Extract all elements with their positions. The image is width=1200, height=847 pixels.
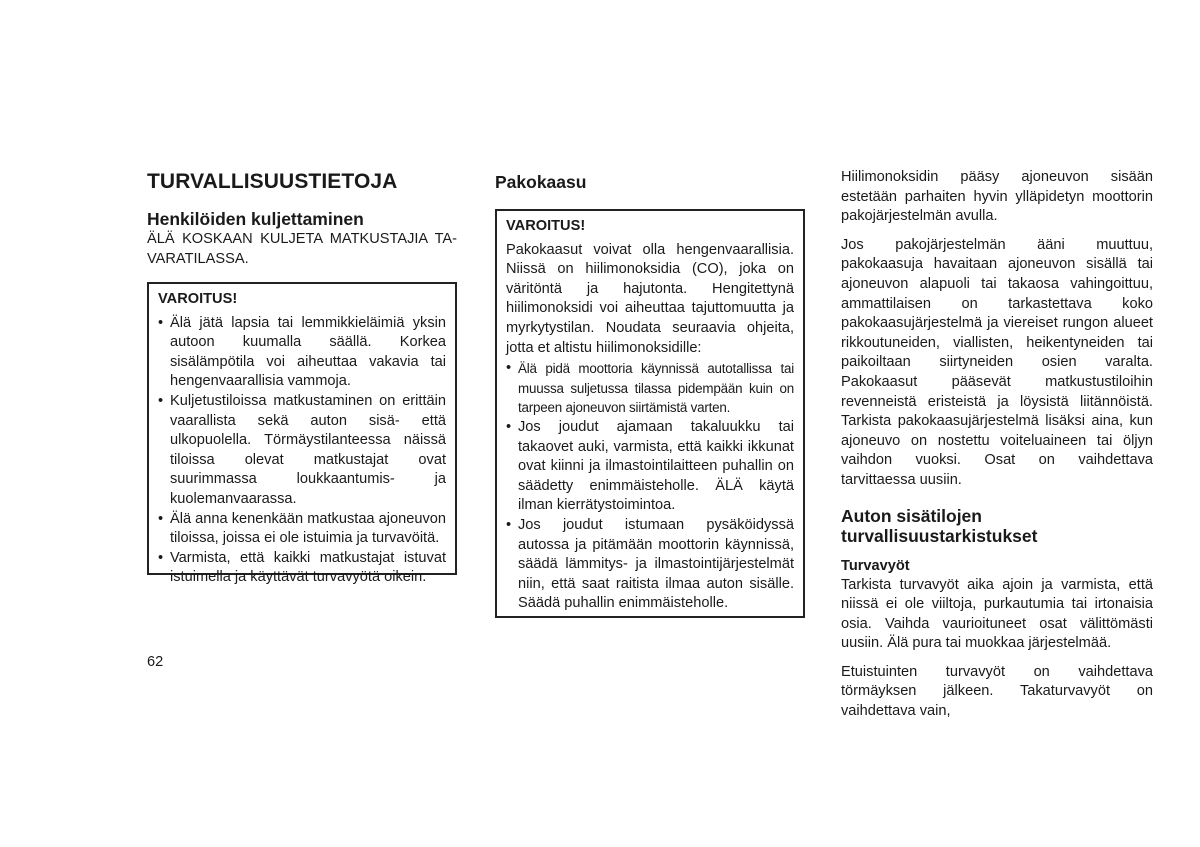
bullet-icon: • [158,314,164,331]
page-number: 62 [147,654,164,670]
bullet-icon: • [506,418,512,435]
bullet-icon: • [158,392,164,409]
list-item: • Älä anna kenenkään matkustaa ajoneuvon tiloissa, joissa ei ole istuimia ja turvavöitä. [158,510,446,547]
warning-title: VAROITUS! [158,291,238,307]
section-heading-exhaust: Pakokaasu [495,172,587,192]
passengers-section [147,209,457,269]
column-3-content [841,168,1153,722]
list-item: • Varmista, että kaikki matkustajat istuvat istuimella ja käyttävät turvavyötä oikein. [158,549,446,586]
warning-intro: Pakokaasut voivat olla hengenvaarallisia. Niissä on hiilimonoksidia (CO), joka on väritöntä ja hajutonta. Hengitettynä hiilimonoksidi voi aiheuttaa tajuttomuutta ja myrkytystilan. Noudata seuraavia ohjeita, jotta et altistu hiilimonoksidille: [506,241,794,356]
paragraph: Jos pakojärjestelmän ääni muuttuu, pakokaasuja havaitaan ajoneuvon sisällä tai ajoneuvon alapuoli tai takaosa vahingoittuu, ammattilaisen on tarkastettava koko pakokaasujärjestelmä ja viereiset rungon alueet rikkoutuneiden, viallisten, heikentyneiden tai paikoiltaan siirtyneiden osien varalta. Pakokaasut pääsevät matkustustiloihin revenneistä eristeistä ja löysistä liitännöistä. Tarkista pakokaasujärjestelmä lisäksi aina, kun ajoneuvo on nostettu voiteluaineen tai öljyn vaihdon vuoksi. Osat on vaihdettava tarvittaessa uusiin. [841,236,1153,488]
sub-heading-seatbelts: Turvavyöt [841,557,910,574]
list-item: • Jos joudut istumaan pysäköidyssä autossa ja pitämään moottorin käynnissä, säädä lämmitys- ja ilmastointijärjestelmät niin, että saat raitista ilmaa auton sisälle. Säädä puhallin enimmäisteholle. [506,516,794,612]
paragraph: Etuistuinten turvavyöt on vaihdettava törmäyksen jälkeen. Takaturvavyöt on vaihdettava vain, [841,663,1153,720]
list-item: • Älä pidä moottoria käynnissä autotallissa tai muussa suljetussa tilassa pidempään kuin on tarpeen ajoneuvon siirtämistä varten. [506,360,794,416]
bullet-icon: • [158,510,164,527]
warning-title: VAROITUS! [506,218,586,234]
section-heading-interior: Auton sisätilojen turvallisuustarkistukset [841,505,1038,546]
warning-box-passengers [147,282,457,586]
section-heading-passengers: Henkilöiden kuljettaminen [147,209,364,229]
list-item: • Älä jätä lapsia tai lemmikkieläimiä yksin autoon kuumalla säällä. Korkea sisälämpötila voi aiheuttaa vakavia tai hengenvaarallisia vammoja. [158,314,446,390]
list-item: • Kuljetustiloissa matkustaminen on erittäin vaarallista sekä auton sisä- että ulkopuolella. Törmäystilanteessa näissä tiloissa olevat matkustajat ovat suurimmassa loukkaantumis- ja kuolemanvaarassa. [158,392,446,507]
bullet-icon: • [506,516,512,533]
warning-list [506,359,794,614]
bullet-icon: • [158,549,164,566]
bullet-icon: • [506,360,511,377]
list-item: • Jos joudut ajamaan takaluukku tai takaovet auki, varmista, että kaikki ikkunat ovat kiinni ja ilmastointilaitteen puhallin on säädetty enimmäisteholle. ÄLÄ käytä ilman kierrätystoimintoa. [506,418,794,514]
paragraph: Tarkista turvavyöt aika ajoin ja varmista, että niissä ei ole viiltoja, purkautumia tai irtonaisia osia. Vaihda vaurioituneet osat välittömästi uusiin. Älä pura tai muokkaa järjestelmää. [841,576,1153,652]
warning-box-exhaust [495,209,805,618]
paragraph: Hiilimonoksidin pääsy ajoneuvon sisään estetään parhaiten hyvin ylläpidetyn moottorin pakojärjestelmän avulla. [841,169,1153,225]
page-title: TURVALLISUUSTIETOJA [147,170,398,193]
passengers-body: ÄLÄ KOSKAAN KULJETA MATKUSTAJIA TA-VARATILASSA. [147,231,457,267]
warning-list [158,314,446,588]
